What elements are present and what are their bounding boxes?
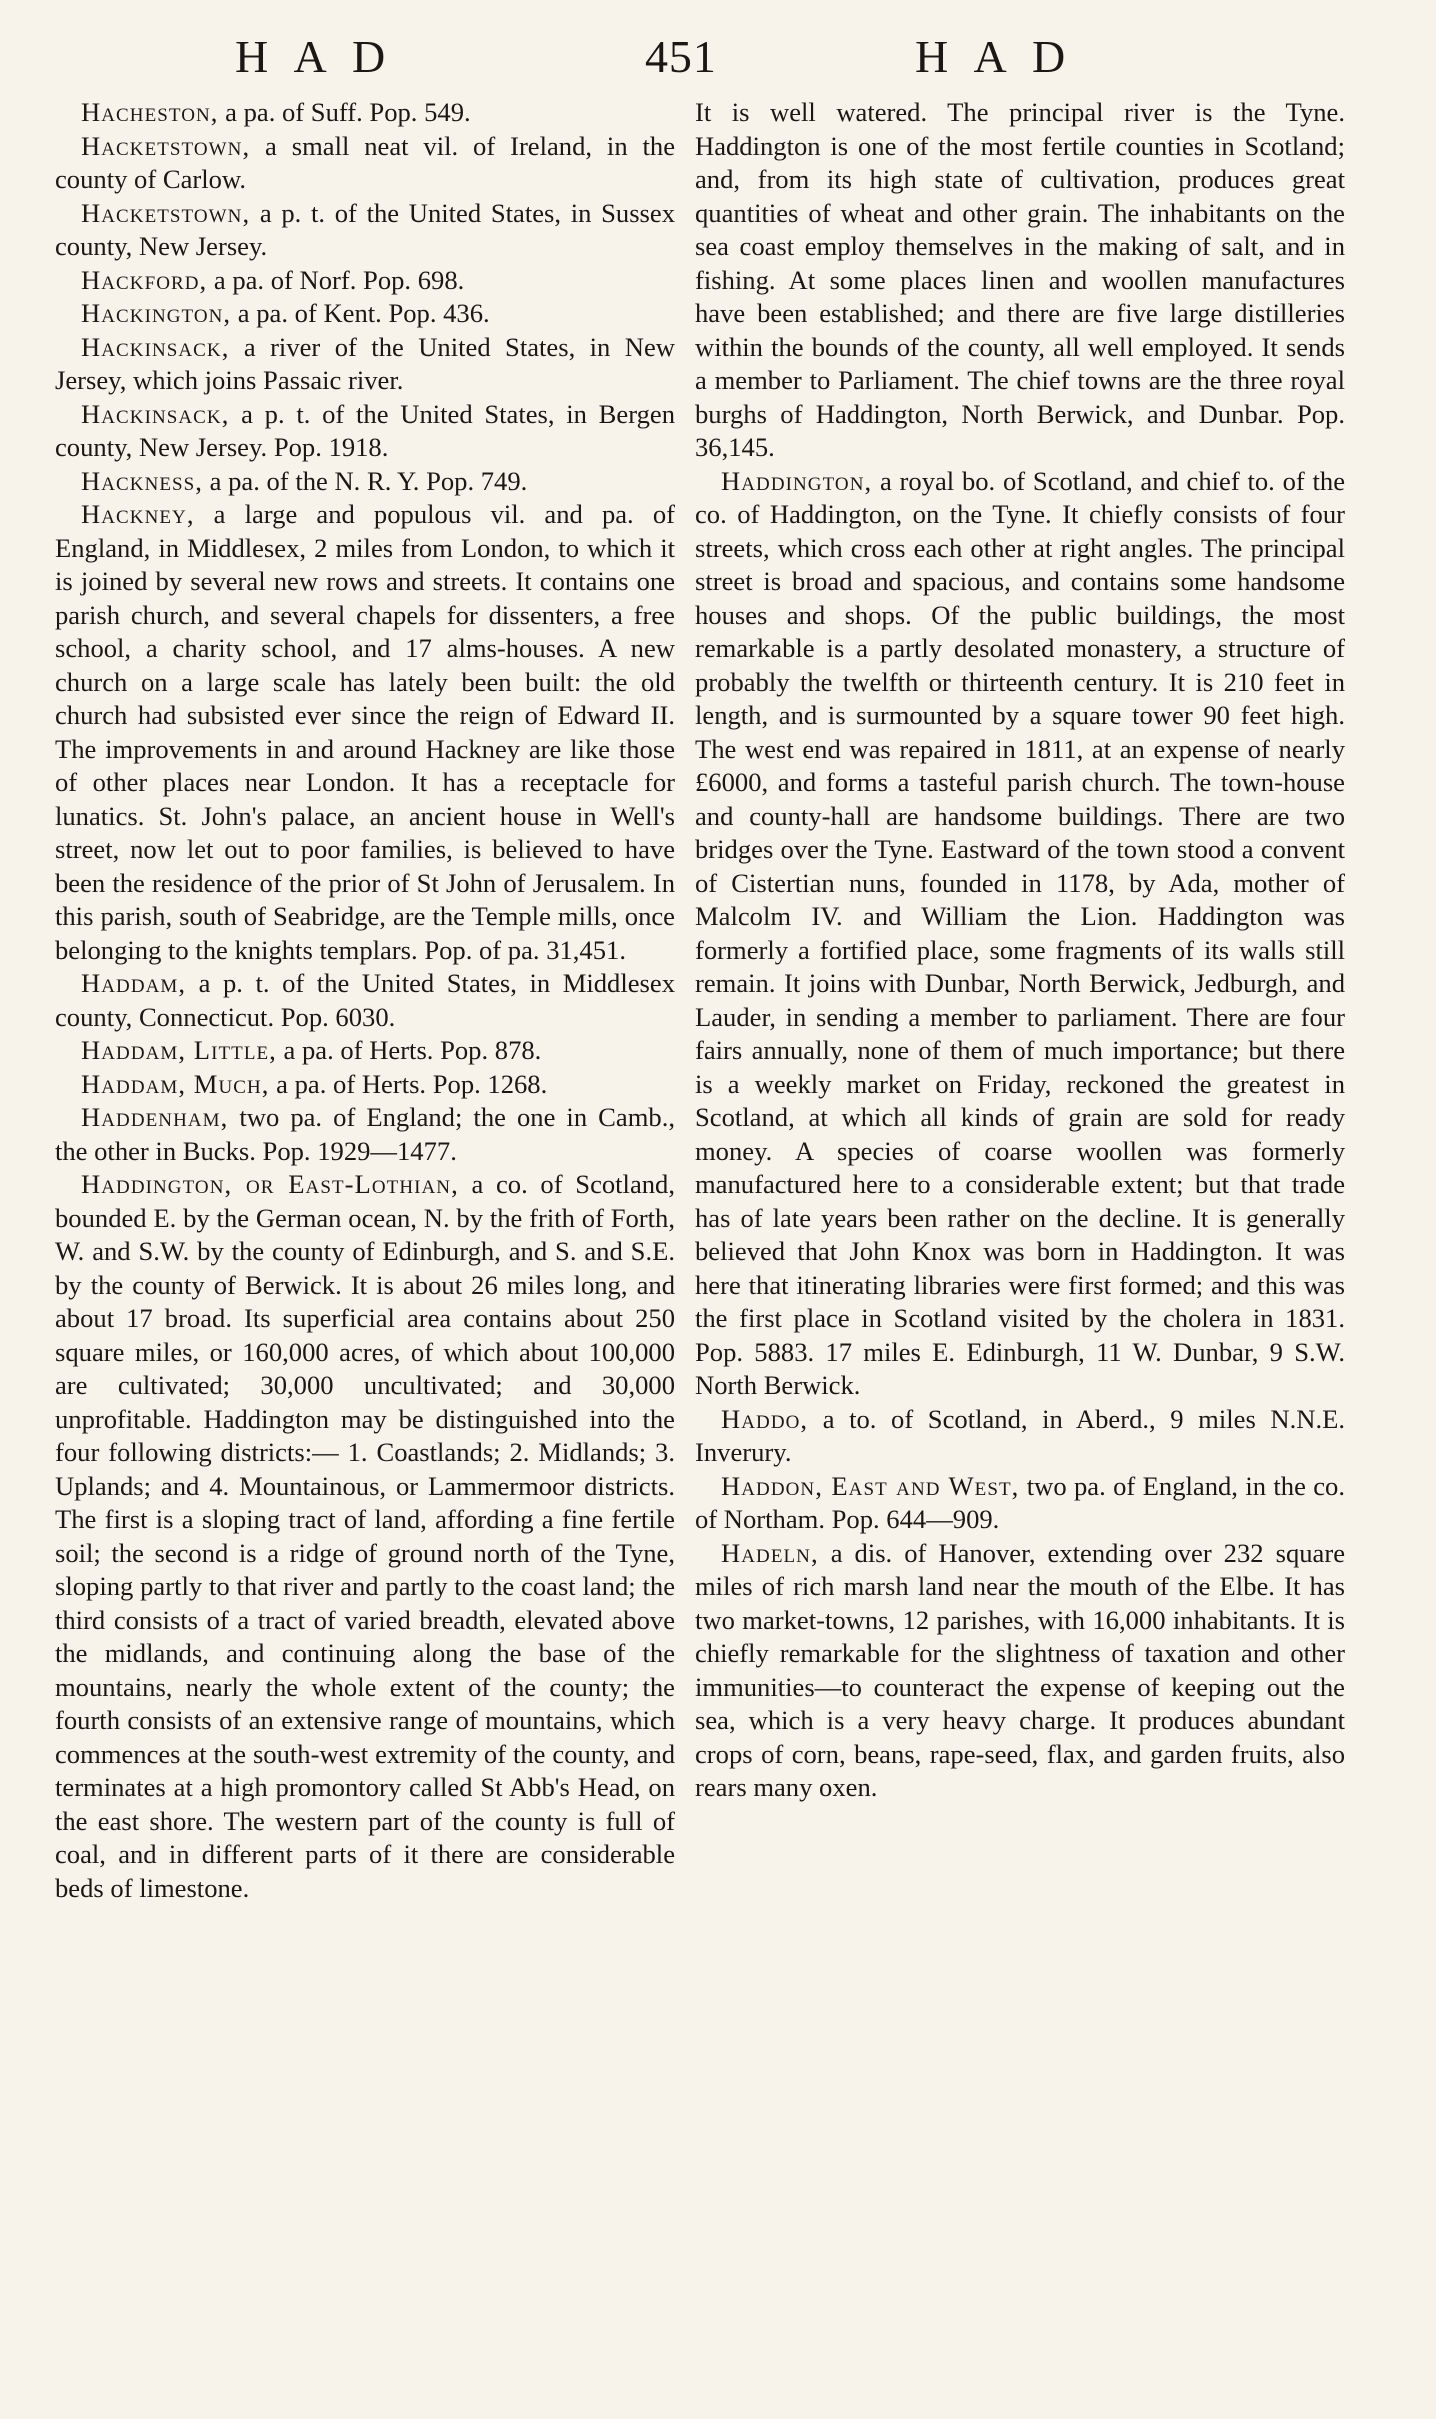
gazetteer-entry — [55, 264, 675, 298]
gazetteer-entry — [55, 1101, 675, 1168]
entry-headword: Hacketstown, — [81, 197, 251, 228]
gazetteer-entry — [55, 1168, 675, 1905]
gazetteer-entry — [695, 465, 1345, 1403]
entry-text: a pa. of Kent. Pop. 436. — [231, 298, 490, 328]
page-number: 451 — [645, 31, 717, 82]
gazetteer-entry — [55, 1068, 675, 1102]
entry-headword: Haddo, — [721, 1403, 809, 1434]
entry-headword: Haddenham, — [81, 1102, 229, 1132]
entry-headword: Hackford, — [81, 264, 208, 295]
entry-text: a pa. of Herts. Pop. 878. — [276, 1035, 542, 1065]
entry-text: a p. t. of the United States, in Bergen county, New Jersey. Pop. 1918. — [55, 398, 675, 462]
header-left-catchword: HAD — [235, 31, 411, 82]
gazetteer-entry — [55, 465, 675, 499]
entry-headword: Hackney, — [81, 499, 195, 529]
entry-text: a co. of Scotland, bounded E. by the German ocean, N. by the frith of Forth, W. and S.W. by the county of Edinburgh, and S. and S.E. by the county of Berwick. It is about 26 miles long, and about 17 broad. Its superficial area contains about 250 square miles, or 160,000 acres, of which about 100,000 are cultivated; 30,000 uncultivated; and 30,000 unprofitable. Haddington may be distinguished into the four following districts:— 1. Coastlands; 2. Midlands; 3. Uplands; and 4. Mountainous, or Lammermoor districts. The first is a sloping tract of land, affording a fine fertile soil; the second is a ridge of ground north of the Tyne, sloping partly to that river and partly to the coast land; the third consists of a tract of varied breadth, elevated above the midlands, and continuing along the base of the mountains, nearly the whole extent of the county; the fourth consists of an extensive range of mountains, which commences at the south-west extremity of the county, and terminates at a high promontory called St Abb's Head, on the east shore. The western part of the county is full of coal, and in different parts of it there are considerable beds of limestone. — [55, 1169, 675, 1903]
gazetteer-entry — [55, 331, 675, 398]
entry-text: a to. of Scotland, in Aberd., 9 miles N.N.E. Inverury. — [695, 1403, 1345, 1467]
entry-text: a royal bo. of Scotland, and chief to. of the co. of Haddington, on the Tyne. It chiefly consists of four streets, which cross each other at right angles. The principal street is broad and spacious, and contains some handsome houses and shops. Of the public buildings, the most remarkable is a partly desolated monastery, a structure of probably the twelfth or thirteenth century. It is 210 feet in length, and is surmounted by a square tower 90 feet high. The west end was repaired in 1811, at an expense of nearly £6000, and forms a tasteful parish church. The town-house and county-hall are handsome buildings. There are two bridges over the Tyne. Eastward of the town stood a convent of Cistertian nuns, founded in 1178, by Ada, mother of Malcolm IV. and William the Lion. Haddington was formerly a fortified place, some fragments of its walls still remain. It joins with Dunbar, North Berwick, Jedburgh, and Lauder, in sending a member to parliament. There are four fairs annually, none of them of much importance; but there is a weekly market on Friday, reckoned the greatest in Scotland, at which all kinds of grain are sold for ready money. A species of coarse woollen was formerly manufactured here to a considerable extent; but that trade has of late years been rather on the decline. It is generally believed that John Knox was born in Haddington. It was here that itinerating libraries were first formed; and this was the first place in Scotland visited by the cholera in 1831. Pop. 5883. 17 miles E. Edinburgh, 11 W. Dunbar, 9 S.W. North Berwick. — [695, 465, 1345, 1400]
entry-headword: Hacketstown, — [81, 130, 251, 161]
entry-text: a large and populous vil. and pa. of England, in Middlesex, 2 miles from London, to which it is joined by several new rows and streets. It contains one parish church, and several chapels for dissenters, a free school, a charity school, and 17 alms-houses. A new church on a large scale has lately been built: the old church had subsisted ever since the reign of Edward II. The improvements in and around Hackney are like those of other places near London. It has a receptacle for lunatics. St. John's palace, an ancient house in Well's street, now let out to poor families, is believed to have been the residence of the prior of St John of Jerusalem. In this parish, south of Seabridge, are the Temple mills, once belonging to the knights templars. Pop. of pa. 31,451. — [55, 499, 675, 965]
entry-text: a small neat vil. of Ireland, in the county of Carlow. — [55, 130, 675, 194]
entry-headword: Hackness, — [81, 465, 204, 496]
gazetteer-entry — [695, 1537, 1345, 1805]
gazetteer-entry — [55, 297, 675, 331]
entry-text: two pa. of England; the one in Camb., the other in Bucks. Pop. 1929—1477. — [55, 1102, 675, 1166]
entry-headword: Haddam, Little, — [81, 1035, 277, 1065]
entry-headword: Haddon, East and West, — [721, 1470, 1020, 1501]
gazetteer-entry — [55, 967, 675, 1034]
running-header — [55, 30, 1345, 90]
gazetteer-entry — [695, 1403, 1345, 1470]
entry-headword: Haddam, Much, — [81, 1068, 270, 1099]
header-right-catchword: HAD — [915, 31, 1091, 82]
entry-headword: Hackinsack, — [81, 398, 230, 429]
entry-headword: Hacheston, — [81, 97, 219, 127]
entry-headword: Haddam, — [81, 968, 187, 998]
gazetteer-entry — [55, 130, 675, 197]
entry-headword: Haddington, or East-Lothian, — [81, 1169, 459, 1199]
entry-text: a pa. of the N. R. Y. Pop. 749. — [203, 465, 528, 496]
entry-text: a pa. of Herts. Pop. 1268. — [269, 1068, 548, 1099]
gazetteer-entry-continuation — [695, 96, 1345, 465]
right-column — [695, 96, 1345, 1805]
entry-text: a p. t. of the United States, in Middlesex county, Connecticut. Pop. 6030. — [55, 968, 675, 1032]
entry-headword: Hackington, — [81, 298, 232, 328]
gazetteer-entry — [695, 1470, 1345, 1537]
entry-headword: Hadeln, — [721, 1537, 819, 1568]
gazetteer-entry — [55, 498, 675, 967]
gazetteer-entry — [55, 398, 675, 465]
entry-text: a dis. of Hanover, extending over 232 square miles of rich marsh land near the mouth of the Elbe. It has two market-towns, 12 parishes, with 16,000 inhabitants. It is chiefly remarkable for the slightness of taxation and other immunities—to counteract the expense of keeping out the sea, which is a very heavy charge. It produces abundant crops of corn, beans, rape-seed, flax, and garden fruits, also rears many oxen. — [695, 1537, 1345, 1802]
entry-text: a river of the United States, in New Jersey, which joins Passaic river. — [55, 331, 675, 395]
left-column — [55, 96, 675, 1905]
gazetteer-entry — [55, 96, 675, 130]
entry-headword: Haddington, — [721, 465, 873, 496]
entry-text: two pa. of England, in the co. of Northam. Pop. 644—909. — [695, 1470, 1345, 1534]
entry-text: It is well watered. The principal river is the Tyne. Haddington is one of the most fertile counties in Scotland; and, from its high state of cultivation, produces great quantities of wheat and other grain. The inhabitants on the sea coast employ themselves in the making of salt, and in fishing. At some places linen and woollen manufactures have been established; and there are five large distilleries within the bounds of the county, all well employed. It sends a member to Parliament. The chief towns are the three royal burghs of Haddington, North Berwick, and Dunbar. Pop. 36,145. — [695, 97, 1345, 462]
gazetteer-entry — [55, 197, 675, 264]
entry-text: a pa. of Norf. Pop. 698. — [207, 264, 465, 295]
gazetteer-entry — [55, 1034, 675, 1068]
entry-text: a p. t. of the United States, in Sussex county, New Jersey. — [55, 197, 675, 261]
entry-text: a pa. of Suff. Pop. 549. — [218, 97, 471, 127]
entry-headword: Hackinsack, — [81, 331, 230, 362]
